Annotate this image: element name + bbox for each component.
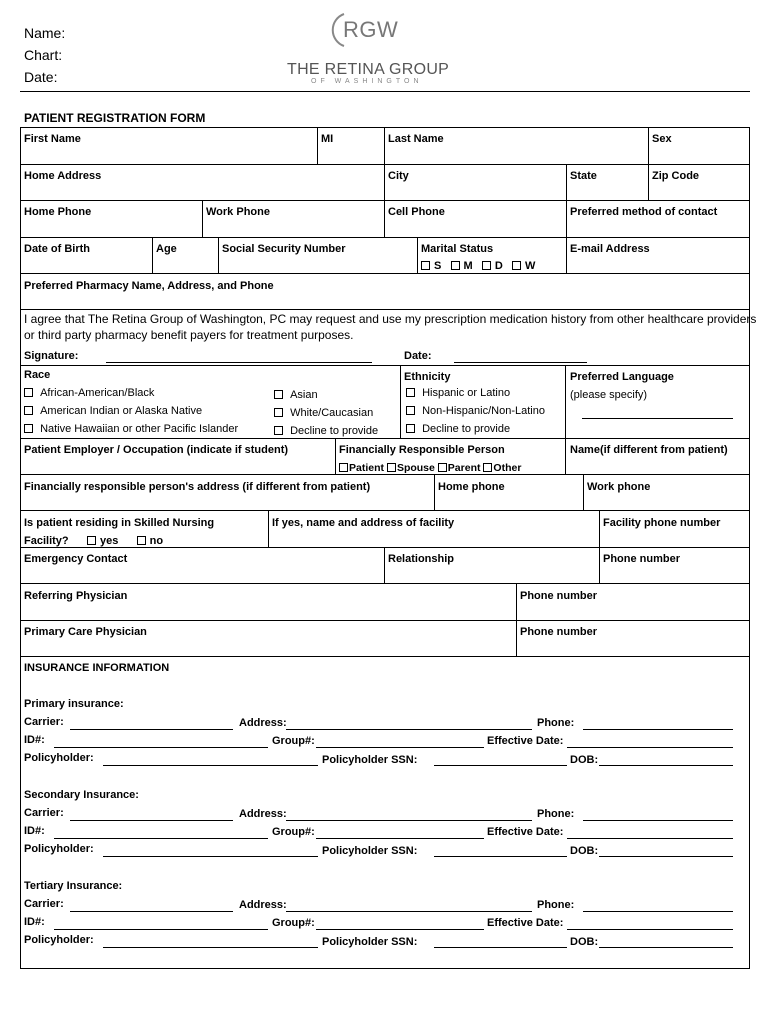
primary-policyholder-ssn-line[interactable]	[434, 765, 567, 766]
marital-options	[421, 260, 535, 272]
col-divider	[566, 164, 567, 273]
secondary-policyholder-line[interactable]	[103, 856, 318, 857]
tertiary-policyholder-line[interactable]	[103, 947, 318, 948]
phone-label: Phone:	[537, 899, 575, 911]
carrier-label: Carrier:	[24, 716, 64, 728]
secondary-group-line[interactable]	[316, 838, 484, 839]
row-divider	[21, 474, 749, 475]
referring-phone-field[interactable]: Phone number	[520, 590, 598, 602]
marital-option-m[interactable]: M	[451, 260, 473, 272]
secondary-carrier-line[interactable]	[70, 820, 233, 821]
checkbox-icon	[512, 261, 521, 270]
policyholder-ssn-label: Policyholder SSN:	[322, 754, 418, 766]
ethnicity-label: Ethnicity	[404, 371, 451, 383]
policyholder-label: Policyholder:	[24, 752, 94, 764]
form-title: PATIENT REGISTRATION FORM	[24, 111, 206, 125]
tertiary-policyholder-ssn-line[interactable]	[434, 947, 567, 948]
nursing-question-2: Facility? yes no	[24, 535, 164, 547]
col-divider	[434, 474, 435, 510]
dob-field[interactable]: Date of Birth	[24, 243, 90, 255]
race-option[interactable]: White/Caucasian	[274, 407, 373, 419]
emergency-contact-field[interactable]: Emergency Contact	[24, 553, 128, 565]
secondary-effective-date-line[interactable]	[567, 838, 733, 839]
secondary-phone-line[interactable]	[583, 820, 733, 821]
tertiary-group-line[interactable]	[316, 929, 484, 930]
policyholder-label: Policyholder:	[24, 843, 94, 855]
checkbox-icon	[451, 261, 460, 270]
checkbox-icon	[339, 463, 348, 472]
col-divider	[218, 237, 219, 273]
checkbox-icon	[24, 424, 33, 433]
responsible-work-phone-field[interactable]: Work phone	[587, 481, 651, 493]
checkbox-icon	[137, 536, 146, 545]
row-divider	[21, 200, 749, 201]
group-label: Group#:	[272, 826, 315, 838]
responsible-address-field[interactable]: Financially responsible person's address (if different from patient)	[24, 481, 371, 493]
row-divider	[21, 164, 749, 165]
signature-line[interactable]	[106, 362, 372, 363]
logo-sub: OF WASHINGTON	[311, 78, 423, 85]
checkbox-icon	[24, 406, 33, 415]
name-label: Name:	[24, 25, 66, 41]
col-divider	[583, 474, 584, 510]
address-label: Address:	[239, 899, 287, 911]
employer-field[interactable]: Patient Employer / Occupation (indicate if student)	[24, 444, 289, 456]
checkbox-icon	[387, 463, 396, 472]
ssn-field[interactable]: Social Security Number	[222, 243, 346, 255]
marital-option-s[interactable]: S	[421, 260, 441, 272]
race-option[interactable]: African-American/Black	[24, 387, 154, 399]
secondary-address-line[interactable]	[286, 820, 532, 821]
responsible-option-spouse[interactable]: Spouse	[387, 462, 435, 474]
row-divider	[21, 309, 749, 310]
race-option[interactable]: Native Hawaiian or other Pacific Islander	[24, 423, 238, 435]
checkbox-icon	[406, 406, 415, 415]
col-divider	[599, 510, 600, 583]
col-divider	[516, 583, 517, 656]
policyholder-ssn-label: Policyholder SSN:	[322, 845, 418, 857]
checkbox-icon	[87, 536, 96, 545]
primary-phone-line[interactable]	[583, 729, 733, 730]
phone-label: Phone:	[537, 808, 575, 820]
age-field[interactable]: Age	[156, 243, 177, 255]
pharmacy-field[interactable]: Preferred Pharmacy Name, Address, and Phone	[24, 280, 274, 292]
id-label: ID#:	[24, 916, 45, 928]
col-divider	[565, 365, 566, 474]
responsible-option-patient[interactable]: Patient	[339, 462, 384, 474]
id-label: ID#:	[24, 734, 45, 746]
id-label: ID#:	[24, 825, 45, 837]
ethnicity-option[interactable]: Decline to provide	[406, 423, 510, 435]
facility-field[interactable]: If yes, name and address of facility	[272, 517, 455, 529]
primary-dob-line[interactable]	[599, 765, 733, 766]
logo-mark: RGW	[343, 17, 399, 42]
responsible-home-phone-field[interactable]: Home phone	[438, 481, 505, 493]
effective-date-label: Effective Date:	[487, 735, 564, 747]
checkbox-icon	[274, 426, 283, 435]
secondary-insurance-heading: Secondary Insurance:	[24, 789, 139, 801]
col-divider	[335, 438, 336, 474]
ethnicity-option[interactable]: Non-Hispanic/Non-Latino	[406, 405, 545, 417]
row-divider	[21, 273, 749, 274]
row-divider	[21, 365, 749, 366]
address-label: Address:	[239, 808, 287, 820]
city-field[interactable]: City	[388, 170, 409, 182]
race-option[interactable]: American Indian or Alaska Native	[24, 405, 202, 417]
language-label: Preferred Language	[570, 371, 674, 383]
checkbox-icon	[483, 463, 492, 472]
cell-phone-field[interactable]: Cell Phone	[388, 206, 445, 218]
nursing-yes-option[interactable]: yes	[87, 535, 118, 547]
consent-date-label: Date:	[404, 350, 432, 362]
work-phone-field[interactable]: Work Phone	[206, 206, 270, 218]
nursing-question: Is patient residing in Skilled Nursing	[24, 517, 215, 529]
secondary-id-line[interactable]	[54, 838, 268, 839]
logo-name: THE RETINA GROUP	[287, 61, 450, 78]
col-divider	[152, 237, 153, 273]
col-divider	[268, 510, 269, 547]
first-name-field[interactable]: First Name	[24, 133, 81, 145]
primary-group-line[interactable]	[316, 747, 484, 748]
home-phone-field[interactable]: Home Phone	[24, 206, 92, 218]
race-label: Race	[24, 369, 51, 381]
email-field[interactable]: E-mail Address	[570, 243, 650, 255]
sex-field[interactable]: Sex	[652, 133, 672, 145]
primary-policyholder-line[interactable]	[103, 765, 318, 766]
row-divider	[21, 583, 749, 584]
col-divider	[648, 128, 649, 200]
address-label: Address:	[239, 717, 287, 729]
primary-effective-date-line[interactable]	[567, 747, 733, 748]
tertiary-address-line[interactable]	[286, 911, 532, 912]
dob-label: DOB:	[570, 936, 599, 948]
state-field[interactable]: State	[570, 170, 597, 182]
header-divider	[20, 91, 750, 92]
mi-field[interactable]: MI	[321, 133, 334, 145]
primary-care-field[interactable]: Primary Care Physician	[24, 626, 147, 638]
checkbox-icon	[24, 388, 33, 397]
effective-date-label: Effective Date:	[487, 917, 564, 929]
checkbox-icon	[406, 424, 415, 433]
signature-label: Signature:	[24, 350, 79, 362]
col-divider	[317, 128, 318, 164]
responsible-option-parent[interactable]: Parent	[438, 462, 481, 474]
marital-status-label: Marital Status	[421, 243, 494, 255]
phone-label: Phone:	[537, 717, 575, 729]
checkbox-icon	[421, 261, 430, 270]
zip-field[interactable]: Zip Code	[652, 170, 700, 182]
nursing-no-option[interactable]: no	[137, 535, 163, 547]
tertiary-effective-date-line[interactable]	[567, 929, 733, 930]
consent-line-2: or third party pharmacy benefit payers for treatment purposes.	[24, 328, 354, 342]
secondary-dob-line[interactable]	[599, 856, 733, 857]
tertiary-carrier-line[interactable]	[70, 911, 233, 912]
row-divider	[21, 510, 749, 511]
col-divider	[202, 200, 203, 237]
checkbox-icon	[406, 388, 415, 397]
col-divider	[400, 365, 401, 438]
ethnicity-option[interactable]: Hispanic or Latino	[406, 387, 510, 399]
group-label: Group#:	[272, 735, 315, 747]
col-divider	[384, 547, 385, 583]
marital-option-w[interactable]: W	[512, 260, 535, 272]
checkbox-icon	[274, 408, 283, 417]
responsible-option-other[interactable]: Other	[483, 462, 521, 474]
emergency-phone-field[interactable]: Phone number	[603, 553, 681, 565]
home-address-field[interactable]: Home Address	[24, 170, 102, 182]
relationship-field[interactable]: Relationship	[388, 553, 455, 565]
checkbox-icon	[438, 463, 447, 472]
chart-label: Chart:	[24, 47, 63, 63]
group-label: Group#:	[272, 917, 315, 929]
dob-label: DOB:	[570, 845, 599, 857]
primary-address-line[interactable]	[286, 729, 532, 730]
primary-insurance-heading: Primary insurance:	[24, 698, 124, 710]
row-divider	[21, 237, 749, 238]
race-option[interactable]: Decline to provide	[274, 425, 378, 437]
checkbox-icon	[274, 390, 283, 399]
tertiary-insurance-heading: Tertiary Insurance:	[24, 880, 123, 892]
tertiary-id-line[interactable]	[54, 929, 268, 930]
policyholder-label: Policyholder:	[24, 934, 94, 946]
carrier-label: Carrier:	[24, 807, 64, 819]
facility-phone-field[interactable]: Facility phone number	[603, 517, 721, 529]
policyholder-ssn-label: Policyholder SSN:	[322, 936, 418, 948]
consent-date-line[interactable]	[454, 362, 587, 363]
secondary-policyholder-ssn-line[interactable]	[434, 856, 567, 857]
preferred-contact-field[interactable]: Preferred method of contact	[570, 206, 718, 218]
date-label: Date:	[24, 69, 58, 85]
marital-option-d[interactable]: D	[482, 260, 503, 272]
tertiary-dob-line[interactable]	[599, 947, 733, 948]
language-hint: (please specify)	[570, 389, 648, 401]
consent-line-1: I agree that The Retina Group of Washington, PC may request and use my prescription medication history from other healthcare providers	[24, 312, 757, 326]
row-divider	[21, 620, 749, 621]
row-divider	[21, 438, 749, 439]
effective-date-label: Effective Date:	[487, 826, 564, 838]
checkbox-icon	[482, 261, 491, 270]
language-line[interactable]	[582, 418, 733, 419]
race-option[interactable]: Asian	[274, 389, 318, 401]
referring-physician-field[interactable]: Referring Physician	[24, 590, 128, 602]
dob-label: DOB:	[570, 754, 599, 766]
responsible-options	[339, 462, 521, 474]
col-divider	[417, 237, 418, 273]
primary-care-phone-field[interactable]: Phone number	[520, 626, 598, 638]
tertiary-phone-line[interactable]	[583, 911, 733, 912]
insurance-title: INSURANCE INFORMATION	[24, 662, 170, 674]
responsible-person-label: Financially Responsible Person	[339, 444, 505, 456]
col-divider	[384, 128, 385, 237]
carrier-label: Carrier:	[24, 898, 64, 910]
last-name-field[interactable]: Last Name	[388, 133, 444, 145]
row-divider	[21, 656, 749, 657]
primary-carrier-line[interactable]	[70, 729, 233, 730]
primary-id-line[interactable]	[54, 747, 268, 748]
responsible-name-field[interactable]: Name(if different from patient)	[570, 444, 728, 456]
row-divider	[21, 547, 749, 548]
